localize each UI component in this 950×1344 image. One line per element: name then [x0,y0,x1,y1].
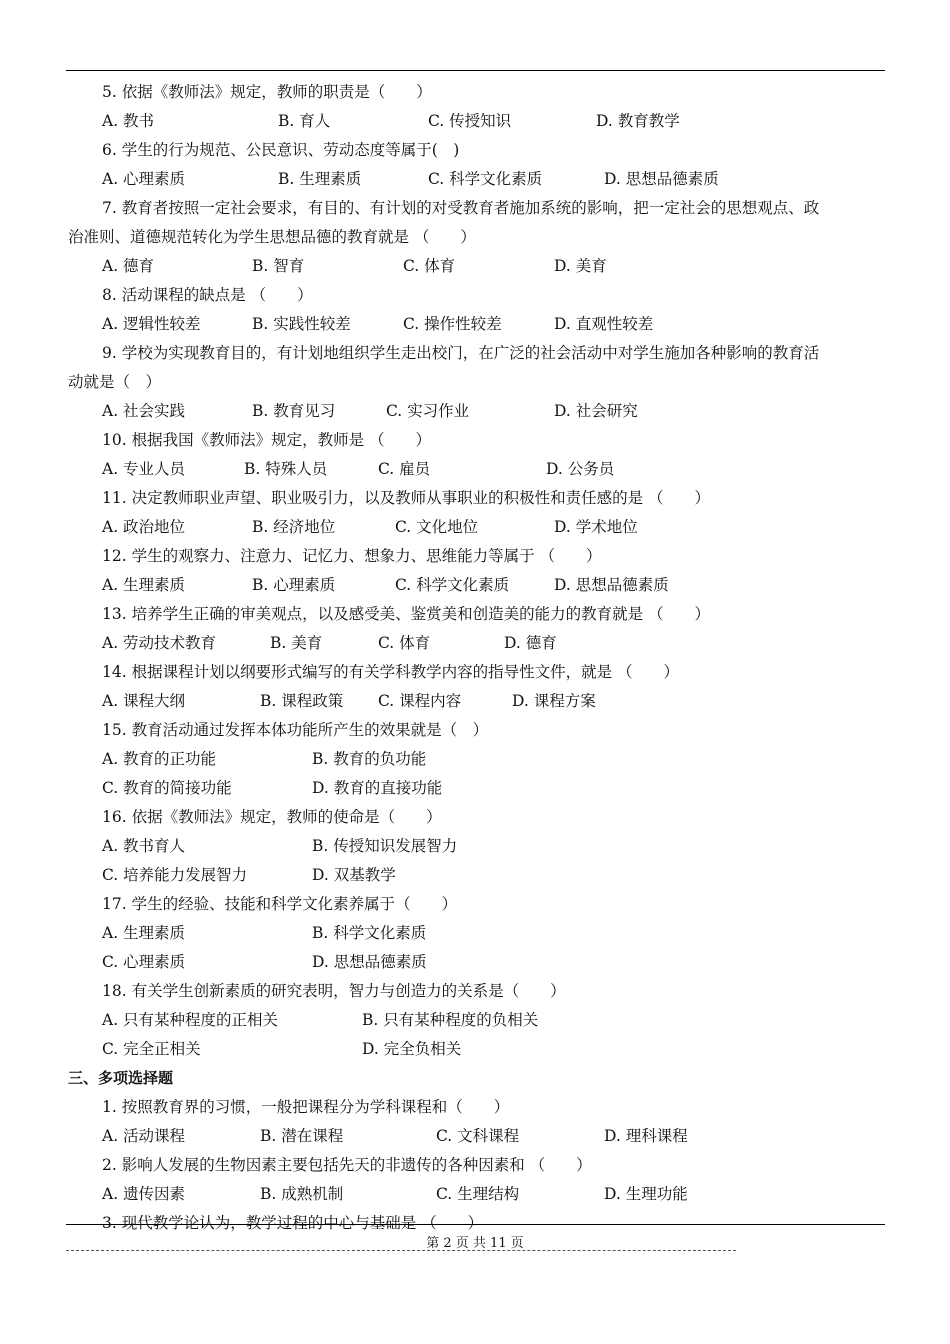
option: C. 心理素质 [102,953,186,971]
options-row [0,629,950,658]
cut-line [66,1250,736,1251]
question-stem: 7. 教育者按照一定社会要求，有目的、有计划的对受教育者施加系统的影响，把一定社会的思想观点、政 [102,199,820,217]
option: A. 遗传因素 [102,1185,186,1203]
option: C. 教育的简接功能 [102,779,232,797]
option: B. 潜在课程 [260,1127,344,1145]
option: C. 科学文化素质 [428,170,543,188]
option: C. 完全正相关 [102,1040,201,1058]
option: A. 专业人员 [102,460,186,478]
option: D. 课程方案 [512,692,596,710]
option: A. 活动课程 [102,1127,186,1145]
option: B. 智育 [252,257,305,275]
option: B. 成熟机制 [260,1185,344,1203]
question-stem: 18. 有关学生创新素质的研究表明，智力与创造力的关系是（ ） [102,982,566,1000]
options-row [0,687,950,716]
question-stem-continued: 治准则、道德规范转化为学生思想品德的教育就是 （ ） [68,228,476,246]
options-row [0,774,950,803]
option: A. 劳动技术教育 [102,634,217,652]
option: D. 社会研究 [554,402,638,420]
option: C. 体育 [378,634,431,652]
options-row [0,513,950,542]
option: D. 教育的直接功能 [312,779,443,797]
options-row [0,310,950,339]
option: B. 只有某种程度的负相关 [362,1011,539,1029]
question-stem: 2. 影响人发展的生物因素主要包括先天的非遗传的各种因素和 （ ） [102,1156,592,1174]
option: D. 思想品德素质 [604,170,719,188]
option: C. 传授知识 [428,112,512,130]
question-stem: 9. 学校为实现教育目的，有计划地组织学生走出校门，在广泛的社会活动中对学生施加各种影响的教育活 [102,344,820,362]
option: D. 公务员 [546,460,615,478]
option: C. 培养能力发展智力 [102,866,248,884]
options-row [0,919,950,948]
option: D. 思想品德素质 [554,576,669,594]
options-row [0,1035,950,1064]
option: A. 只有某种程度的正相关 [102,1011,279,1029]
option: B. 美育 [270,634,323,652]
option: D. 思想品德素质 [312,953,427,971]
option: D. 理科课程 [604,1127,688,1145]
option: B. 育人 [278,112,331,130]
option: B. 生理素质 [278,170,362,188]
options-row [0,455,950,484]
question-stem: 6. 学生的行为规范、公民意识、劳动态度等属于( ) [102,141,460,159]
option: B. 科学文化素质 [312,924,427,942]
option: D. 德育 [504,634,557,652]
option: A. 生理素质 [102,924,186,942]
options-row [0,1122,950,1151]
option: B. 传授知识发展智力 [312,837,458,855]
option: A. 生理素质 [102,576,186,594]
options-row [0,1006,950,1035]
question-stem: 15. 教育活动通过发挥本体功能所产生的效果就是（ ） [102,721,489,739]
option: D. 教育教学 [596,112,680,130]
question-stem: 10. 根据我国《教师法》规定，教师是 （ ） [102,431,432,449]
option: C. 文科课程 [436,1127,520,1145]
option: B. 心理素质 [252,576,336,594]
question-stem-continued: 动就是（ ） [68,373,162,391]
section-title: 三、多项选择题 [68,1069,174,1087]
page-number: 第 2 页 共 11 页 [426,1236,524,1251]
option: B. 教育的负功能 [312,750,427,768]
question-stem: 16. 依据《教师法》规定，教师的使命是（ ） [102,808,442,826]
option: B. 教育见习 [252,402,336,420]
options-row [0,948,950,977]
option: C. 实习作业 [386,402,470,420]
option: B. 经济地位 [252,518,336,536]
options-row [0,252,950,281]
question-stem: 1. 按照教育界的习惯，一般把课程分为学科课程和（ ） [102,1098,510,1116]
options-row [0,571,950,600]
options-row [0,861,950,890]
question-stem: 5. 依据《教师法》规定，教师的职责是（ ） [102,83,432,101]
question-stem: 17. 学生的经验、技能和科学文化素养属于（ ） [102,895,458,913]
question-stem: 11. 决定教师职业声望、职业吸引力，以及教师从事职业的积极性和责任感的是 （ ） [102,489,711,507]
question-stem: 3. 现代教学论认为，教学过程的中心与基础是 （ ） [102,1214,484,1232]
question-stem: 14. 根据课程计划以纲要形式编写的有关学科教学内容的指导性文件，就是 （ ） [102,663,680,681]
option: C. 操作性较差 [403,315,502,333]
option: D. 完全负相关 [362,1040,462,1058]
option: C. 体育 [403,257,456,275]
option: A. 课程大纲 [102,692,186,710]
option: B. 实践性较差 [252,315,351,333]
option: B. 课程政策 [260,692,344,710]
option: C. 科学文化素质 [395,576,510,594]
question-stem: 8. 活动课程的缺点是 （ ） [102,286,313,304]
option: D. 生理功能 [604,1185,688,1203]
header-rule [66,70,885,71]
options-row [0,745,950,774]
options-row [0,397,950,426]
option: D. 美育 [554,257,607,275]
option: C. 生理结构 [436,1185,520,1203]
option: A. 政治地位 [102,518,186,536]
options-row [0,1180,950,1209]
option: A. 教书育人 [102,837,186,855]
question-stem: 13. 培养学生正确的审美观点，以及感受美、鉴赏美和创造美的能力的教育就是 （ ） [102,605,711,623]
footer-rule [66,1224,885,1225]
options-row [0,832,950,861]
option: A. 教书 [102,112,155,130]
options-row [0,107,950,136]
option: A. 教育的正功能 [102,750,217,768]
options-row [0,165,950,194]
option: B. 特殊人员 [244,460,328,478]
option: C. 雇员 [378,460,431,478]
option: C. 文化地位 [395,518,479,536]
option: C. 课程内容 [378,692,462,710]
option: A. 德育 [102,257,155,275]
option: D. 双基教学 [312,866,396,884]
option: D. 学术地位 [554,518,638,536]
option: A. 心理素质 [102,170,186,188]
question-stem: 12. 学生的观察力、注意力、记忆力、想象力、思维能力等属于 （ ） [102,547,602,565]
option: A. 逻辑性较差 [102,315,201,333]
option: D. 直观性较差 [554,315,654,333]
option: A. 社会实践 [102,402,186,420]
